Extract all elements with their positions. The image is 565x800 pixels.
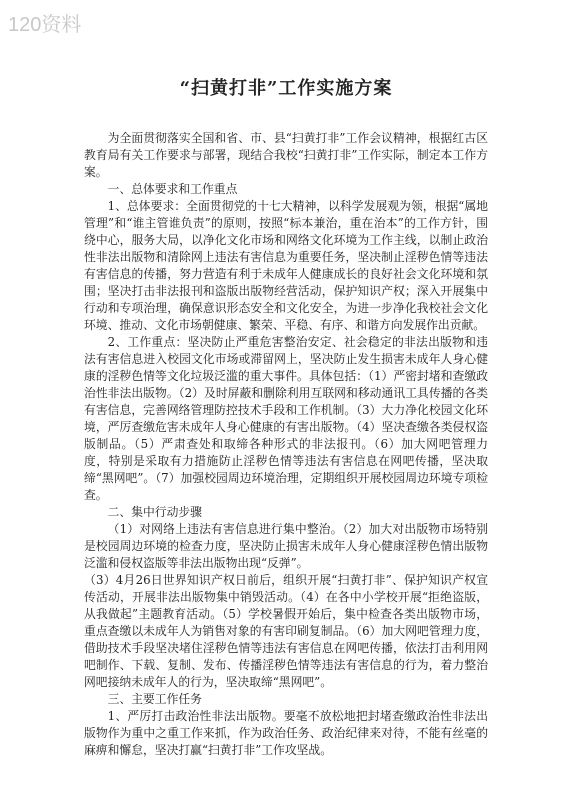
document-page xyxy=(84,74,488,759)
section2-heading: 二、集中行动步骤 xyxy=(107,505,202,519)
section1-paragraph-2: 2、工作重点：坚决防止严重危害整治安定、社会稳定的非法出版物和违法有害信息进入校园文化市场或滞留网上，坚决防止发生损害未成年人身心健康的淫秽色情等文化垃圾泛滥的重大事件。具体包括：（1）严密封堵和查缴政治性非法出版物。（2）及时屏蔽和删除利用互联网和移动通讯工具传播的各类有害信息，完善网络管理防控技术手段和工作机制。（3）大力净化校园文化环境，严厉查缴危害未成年人身心健康的有害出版物。（4）坚决查缴各类侵权盗版制品。（5）严肃查处和取缔各种形式的非法报刊。（6）加大网吧管理力度，特别是采取有力措施防止淫秽色情等违法有害信息在网吧传播，坚决取缔“黑网吧”。（7）加强校园周边环境治理，定期组织开展校园周边环境专项检查。 xyxy=(84,335,488,502)
section1-heading: 一、总体要求和工作重点 xyxy=(107,182,238,196)
document-title: “扫黄打非”工作实施方案 xyxy=(179,78,393,99)
section3-paragraph-1: 1、严厉打击政治性非法出版物。要毫不放松地把封堵查缴政治性非法出版物作为重中之重工作来抓，作为政治任务、政治纪律来对待，不能有丝毫的麻痹和懈怠，坚决打赢“扫黄打非”工作攻坚战。 xyxy=(84,709,488,757)
section3-heading: 三、主要工作任务 xyxy=(107,692,202,706)
section2-paragraph-1: （1）对网络上违法有害信息进行集中整治。（2）加大对出版物市场特别是校园周边环境的检查力度，坚决防止损害未成年人身心健康淫秽色情出版物泛滥和侵权盗版等非法出版物出现“反弹”。 xyxy=(84,522,488,570)
section2-paragraph-2: （3）4月26日世界知识产权日前后，组织开展“扫黄打非”、保护知识产权宣传活动，开展非法出版物集中销毁活动。（4）在各中小学校开展“拒绝盗版，从我做起”主题教育活动。（5）学校暑假开始后，集中检查各类出版物市场，重点查缴以未成年人为销售对象的有害印刷复制品。（6）加大网吧管理力度，借助技术手段坚决堵住淫秽色情等违法有害信息在网吧传播，依法打击利用网吧制作、下载、复制、发布、传播淫秽色情等违法有害信息的行为，着力整治网吧接纳未成年人的行为，坚决取缔“黑网吧”。 xyxy=(84,573,488,689)
intro-paragraph: 为全面贯彻落实全国和省、市、县“扫黄打非”工作会议精神，根据红古区教育局有关工作要求与部署，现结合我校“扫黄打非”工作实际，制定本工作方案。 xyxy=(84,131,488,179)
section1-paragraph-1: 1、总体要求：全面贯彻党的十七大精神，以科学发展观为领，根据“属地管理”和“谁主管谁负责”的原则，按照“标本兼治，重在治本”的工作方针，围绕中心，服务大局，以净化文化市场和网络文化环境为工作主线，以制止政治性非法出版物和清除网上违法有害信息为重要任务，坚决制止淫秽色情等违法有害信息的传播，努力营造有利于未成年人健康成长的良好社会文化环境和氛围；坚决打击非法报刊和盗版出版物经营活动，保护知识产权；深入开展集中行动和专项治理，确保意识形态安全和文化安全，为进一步净化我校社会文化环境、推动、文化市场朝健康、繁荣、平稳、有序、和谐方向发展作出贡献。 xyxy=(84,199,488,332)
watermark-logo: 120资料 xyxy=(8,14,82,36)
